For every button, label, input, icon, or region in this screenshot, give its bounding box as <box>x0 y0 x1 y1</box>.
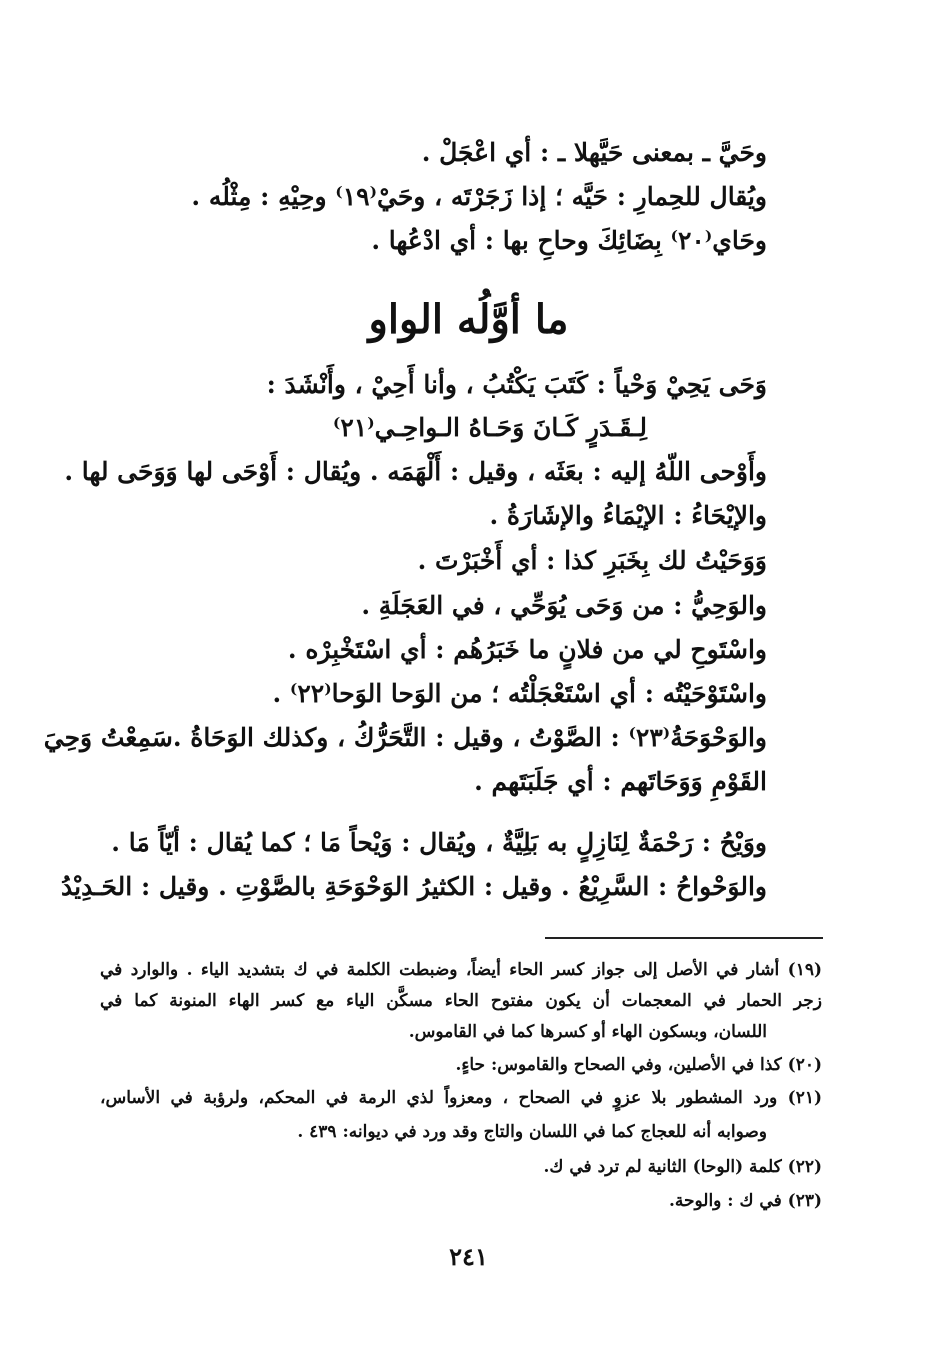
intro-line-2: ويُقال للحِمارِ : حَيَّه ؛ إذا زَجَرْتَه ، وحَيْ⁽١٩⁾ وحِيْهِ : مِثْلُه . <box>191 182 767 211</box>
intro-line-3: وحَاي⁽٢٠⁾ بِضَائِكَ وحاحِ بها : أي ادْعُها . <box>371 226 767 255</box>
section-line-8: والوَحْوَحَةُ⁽٢٣⁾ : الصَّوْتُ ، وقيل : التَّحَرُّكُ ، وكذلك الوَحَاةُ .سَمِعْتُ وَحِيَ <box>43 723 767 752</box>
section-line-11: والوَحْواحُ : السَّرِيْعُ . وقيل : الكثيرُ الوَحْوَحَةِ بالصَّوْتِ . وقيل : الحَـدِيْدُ <box>61 872 767 901</box>
section-line-4: وَوَحَيْتُ لك بِخَبَرِ كذا : أي أَخْبَرْتَ . <box>417 546 767 575</box>
section-line-3: والإيْحَاءُ : الإيْمَاءُ والإشَارَةُ . <box>489 501 767 530</box>
section-line-7: واسْتَوْحَيْتُه : أي اسْتَعْجَلْتُه ؛ من الوَحا الوَحا⁽٢٢⁾ . <box>272 679 767 708</box>
section-line-1: وَحَى يَحِيْ وَحْياً : كَتَبَ يَكْتُبُ ، وأنا أَحِيْ ، وأَنْشَدَ : <box>266 370 767 399</box>
section-line-2: وأَوْحى اللّهُ إليه : بعَثَه ، وقيل : أَلْهَمَه . ويُقال : أَوْحَى لها وَوَحَى لها . <box>64 457 767 486</box>
page-number: ٢٤١ <box>449 1242 488 1271</box>
footnote-20: (٢٠) كذا في الأصلين، وفي الصحاح والقاموس: حاءٍ. <box>455 1055 822 1075</box>
section-heading: ما أوَّلُه الواو <box>368 296 569 343</box>
footnote-21-line-1: (٢١) ورد المشطور بلا عزوٍ في الصحاح ، ومعزواً لذي الرمة في المحكم، ولرؤبة في الأساس، <box>100 1088 822 1108</box>
section-line-6: واسْتَوحِ لي من فلانٍ ما خَبَرُهُم : أي اسْتَخْبِرْه . <box>287 635 767 664</box>
footnote-separator <box>545 937 823 939</box>
footnote-23: (٢٣) في ك : والوحة. <box>668 1191 822 1211</box>
footnote-22: (٢٢) كلمة (الوحا) الثانية لم ترد في ك. <box>543 1157 822 1177</box>
footnote-19-line-3: اللسان، وبسكون الهاء أو كسرها كما في القاموس. <box>408 1022 767 1042</box>
section-line-10: ووَيْحُ : رَحْمَةٌ لِنَازِلٍ به بَلِيَّةٌ ، ويُقال : وَيْحاً مَا ؛ كما يُقال : أيّاً مَا . <box>111 828 767 857</box>
section-line-9: القَوْمِ وَوَحَاتَهم : أي جَلَبَتَهم . <box>474 767 767 796</box>
verse-line: لِـقَـدَرٍ كَـانَ وَحَـاهُ الـواحِـي⁽٢١⁾ <box>332 413 647 442</box>
footnote-19-line-1: (١٩) أشار في الأصل إلى جواز كسر الحاء أيضاً، وضبطت الكلمة في ك بتشديد الياء . والوارد في <box>100 960 822 980</box>
footnote-21-line-2: وصوابه أنه للعجاج كما في اللسان والتاج وقد ورد في ديوانه: ٤٣٩ . <box>297 1122 767 1142</box>
section-line-5: والوَحِيُّ : من وَحَى يُوَحِّي ، في العَجَلَةِ . <box>361 591 767 620</box>
intro-line-1: وحَيَّ ـ بمعنى حَيَّهلا ـ : أي اعْجَلْ . <box>421 138 767 167</box>
footnote-19-line-2: زجر الحمار في المعجمات أن يكون مفتوح الحاء مسكَّن الياء مع كسر الهاء المنونة كما في <box>100 991 822 1011</box>
